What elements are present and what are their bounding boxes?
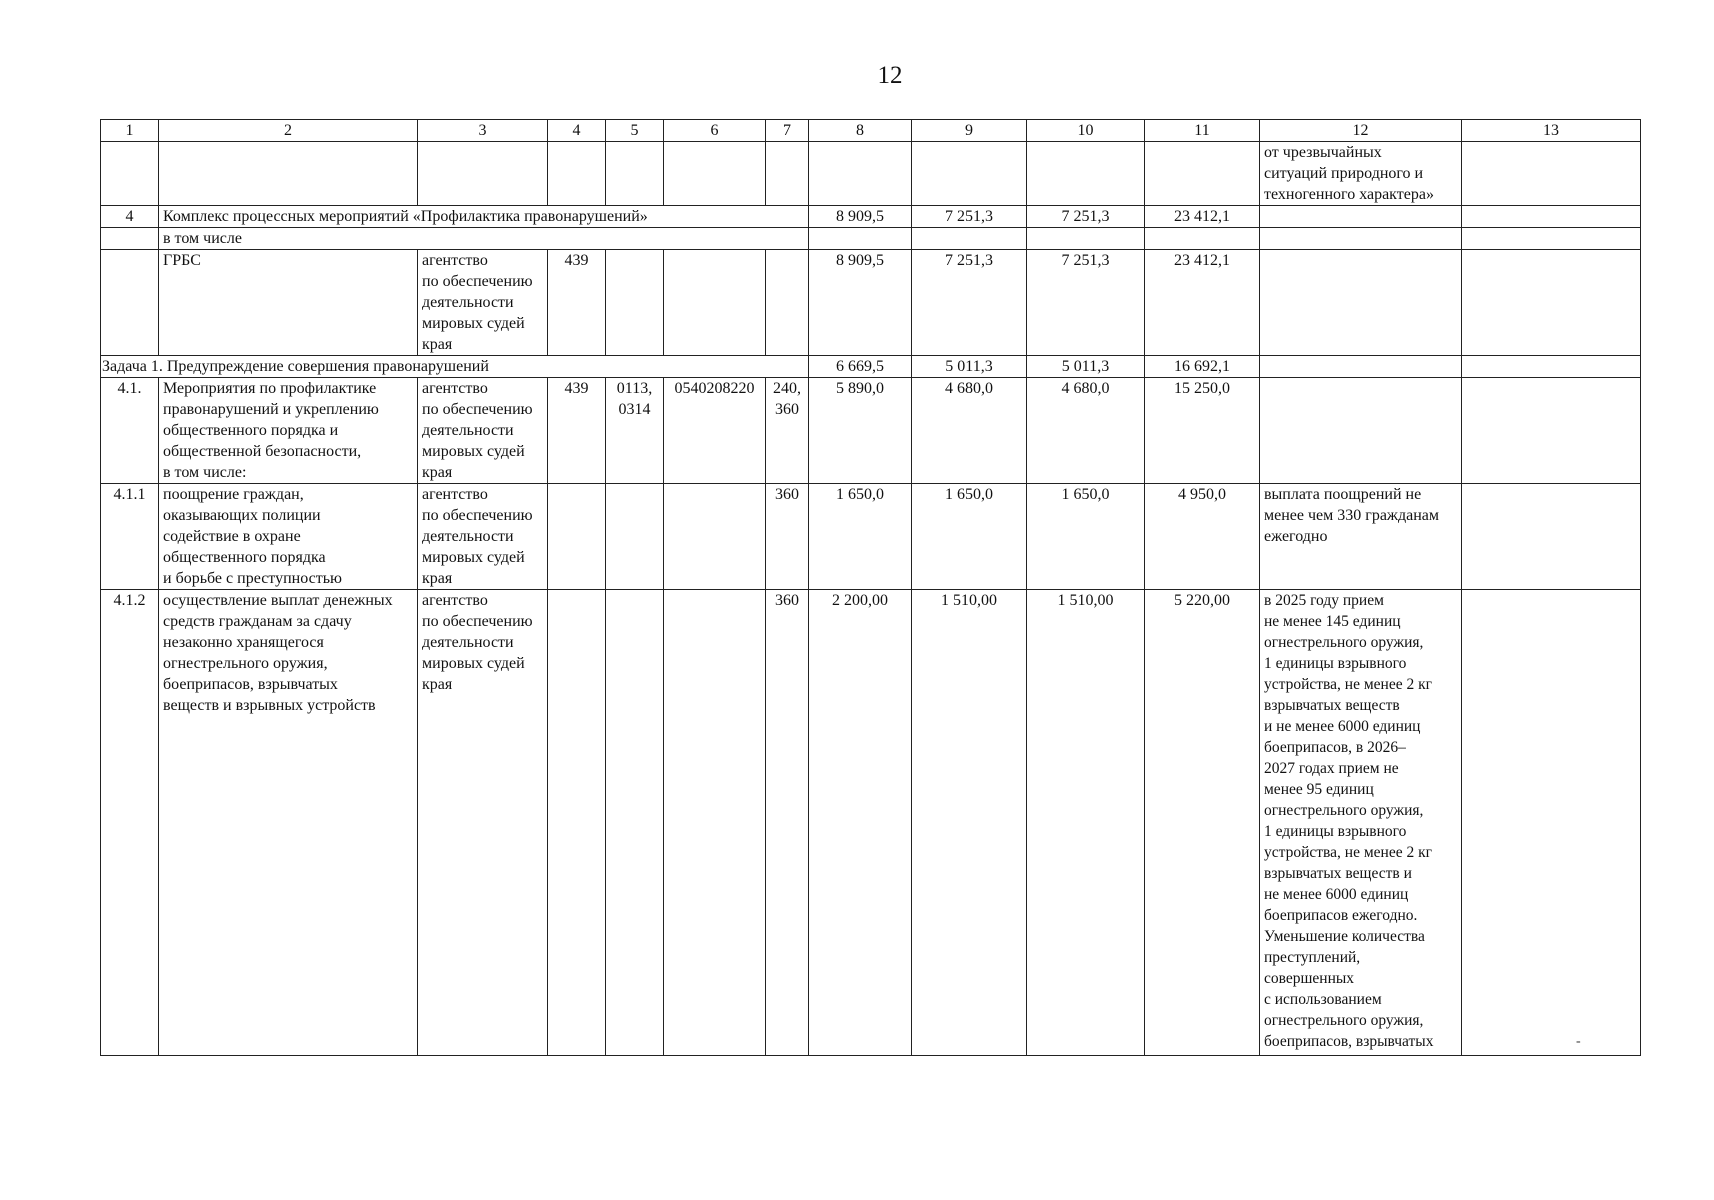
result-cell: в 2025 году прием не менее 145 единиц огнестрельного оружия, 1 единицы взрывного устройства, не менее 2 кг взрывчатых веществ и не менее 6000 единиц боеприпасов, в 2026– 2027 годах прием не менее 95 единиц огнестрельного оружия, 1 единицы взрывного устройства, не менее 2 кг взрывчатых веществ и не менее 6000 единиц боеприпасов ежегодно. Уменьшение количества преступлений, совершенных с использованием огнестрельного оружия, боеприпасов, взрывчатых <box>1260 590 1462 1056</box>
table-row-including <box>101 228 1641 250</box>
column-number: 8 <box>809 120 912 142</box>
grbs-label: ГРБС <box>159 250 418 356</box>
amount-2025: 8 909,5 <box>809 206 912 228</box>
grbs-code: 439 <box>548 250 606 356</box>
amount-total: 15 250,0 <box>1145 378 1260 484</box>
program-table <box>100 119 1641 1056</box>
table-row-4-1 <box>101 378 1641 484</box>
measure-title: Мероприятия по профилактике правонарушений и укреплению общественного порядка и общественной безопасности, в том числе: <box>159 378 418 484</box>
amount-2027: 4 680,0 <box>1027 378 1145 484</box>
amount-total: 23 412,1 <box>1145 206 1260 228</box>
executor-cell: агентство по обеспечению деятельности мировых судей края <box>418 590 548 1056</box>
column-number: 6 <box>664 120 766 142</box>
measure-title: поощрение граждан, оказывающих полиции содействие в охране общественного порядка и борьбе с преступностью <box>159 484 418 590</box>
row-number: 4.1.2 <box>101 590 159 1056</box>
executor-cell: агентство по обеспечению деятельности мировых судей края <box>418 378 548 484</box>
task-title: Задача 1. Предупреждение совершения правонарушений <box>101 356 809 378</box>
table-row-4-1-1 <box>101 484 1641 590</box>
column-number: 11 <box>1145 120 1260 142</box>
amount-2025: 6 669,5 <box>809 356 912 378</box>
amount-2026: 4 680,0 <box>912 378 1027 484</box>
table-row-grbs <box>101 250 1641 356</box>
column-number: 13 <box>1462 120 1641 142</box>
row-number: 4.1.1 <box>101 484 159 590</box>
amount-2025: 2 200,00 <box>809 590 912 1056</box>
target-article-code: 0540208220 <box>664 378 766 484</box>
amount-2027: 7 251,3 <box>1027 206 1145 228</box>
table-row-task <box>101 356 1641 378</box>
amount-2025: 8 909,5 <box>809 250 912 356</box>
row-number: 4.1. <box>101 378 159 484</box>
grbs-code: 439 <box>548 378 606 484</box>
amount-total: 23 412,1 <box>1145 250 1260 356</box>
amount-2027: 1 650,0 <box>1027 484 1145 590</box>
column-number: 12 <box>1260 120 1462 142</box>
expense-type-code: 360 <box>766 590 809 1056</box>
column-number: 9 <box>912 120 1027 142</box>
page-number: 12 <box>877 62 903 89</box>
amount-2026: 1 650,0 <box>912 484 1027 590</box>
column-number: 4 <box>548 120 606 142</box>
amount-total: 4 950,0 <box>1145 484 1260 590</box>
row-number: 4 <box>101 206 159 228</box>
result-cell: от чрезвычайных ситуаций природного и техногенного характера» <box>1260 142 1462 206</box>
amount-2027: 5 011,3 <box>1027 356 1145 378</box>
amount-total: 16 692,1 <box>1145 356 1260 378</box>
expense-type-code: 240, 360 <box>766 378 809 484</box>
column-number: 1 <box>101 120 159 142</box>
measure-title: осуществление выплат денежных средств гражданам за сдачу незаконно хранящегося огнестрельного оружия, боеприпасов, взрывчатых веществ и взрывных устройств <box>159 590 418 1056</box>
amount-2026: 7 251,3 <box>912 250 1027 356</box>
table-row-complex <box>101 206 1641 228</box>
column-number: 5 <box>606 120 664 142</box>
table-row-4-1-2 <box>101 590 1641 1056</box>
complex-title: Комплекс процессных мероприятий «Профилактика правонарушений» <box>159 206 809 228</box>
amount-total: 5 220,00 <box>1145 590 1260 1056</box>
column-number: 10 <box>1027 120 1145 142</box>
executor-cell: агентство по обеспечению деятельности мировых судей края <box>418 250 548 356</box>
table-row-continuation <box>101 142 1641 206</box>
result-cell: выплата поощрений не менее чем 330 гражданам ежегодно <box>1260 484 1462 590</box>
column-number: 2 <box>159 120 418 142</box>
amount-2026: 5 011,3 <box>912 356 1027 378</box>
expense-type-code: 360 <box>766 484 809 590</box>
section-code: 0113, 0314 <box>606 378 664 484</box>
amount-2025: 5 890,0 <box>809 378 912 484</box>
including-label: в том числе <box>159 228 809 250</box>
amount-2027: 7 251,3 <box>1027 250 1145 356</box>
amount-2027: 1 510,00 <box>1027 590 1145 1056</box>
amount-2025: 1 650,0 <box>809 484 912 590</box>
column-number: 3 <box>418 120 548 142</box>
amount-2026: 1 510,00 <box>912 590 1027 1056</box>
margin-mark: - <box>1576 1034 1581 1049</box>
amount-2026: 7 251,3 <box>912 206 1027 228</box>
column-number: 7 <box>766 120 809 142</box>
column-number-row <box>101 120 1641 142</box>
executor-cell: агентство по обеспечению деятельности мировых судей края <box>418 484 548 590</box>
